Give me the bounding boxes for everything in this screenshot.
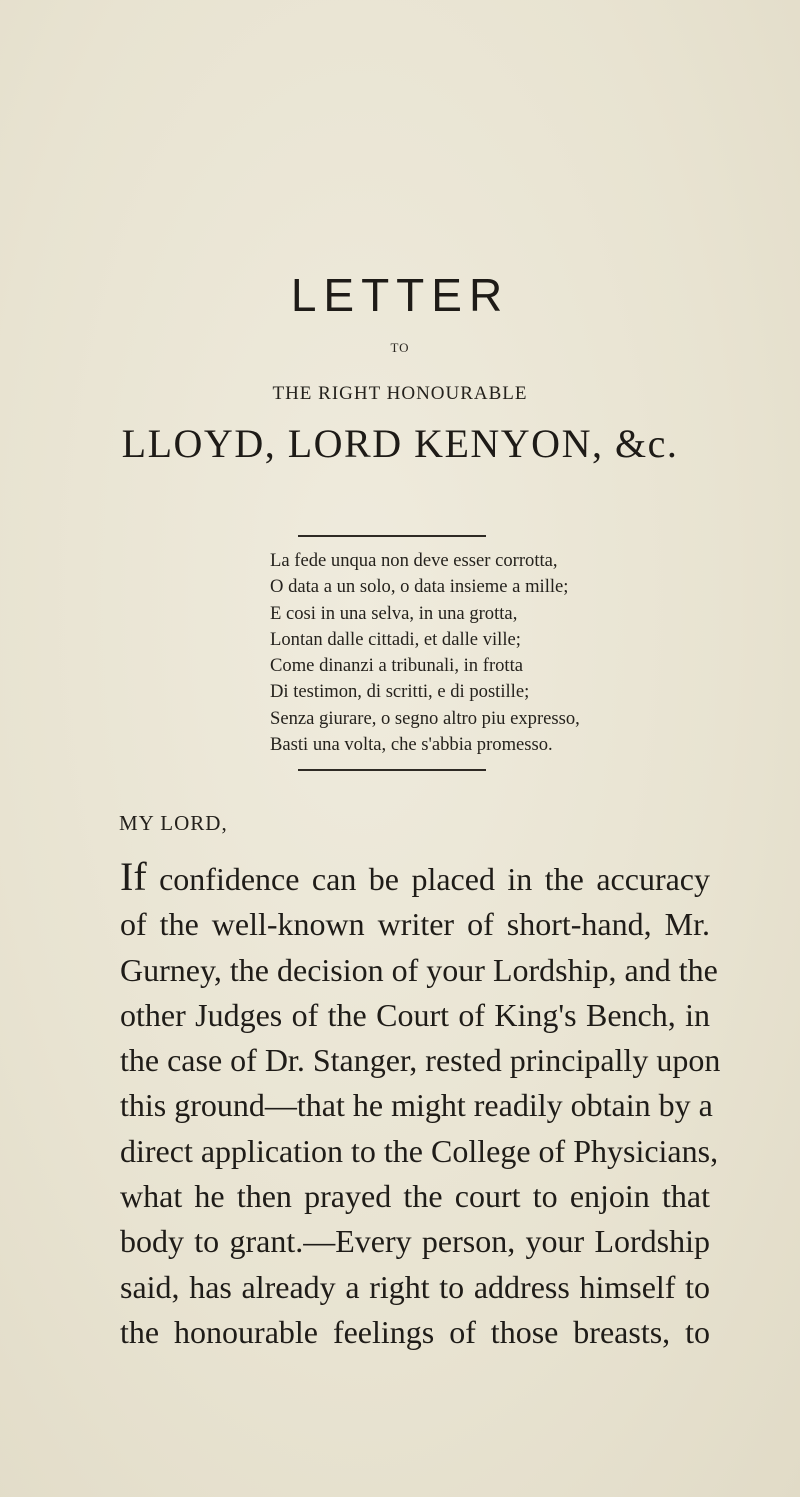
body-line: this ground—that he might readily obtain by a	[120, 1087, 713, 1124]
body-line: other Judges of the Court of King's Bench, in	[120, 996, 710, 1033]
epigraph	[270, 548, 730, 758]
epigraph-line: Senza giurare, o segno altro piu expresso,	[270, 707, 580, 729]
epigraph-line: Come dinanzi a tribunali, in frotta	[270, 655, 524, 677]
body-line: Gurney, the decision of your Lordship, and the	[120, 951, 718, 988]
addressee-name: LLOYD, LORD KENYON, &c.	[121, 421, 679, 466]
epigraph-line: Basti una volta, che s'abbia promesso.	[270, 734, 553, 756]
epigraph-rule-bottom	[298, 769, 486, 771]
body-line: direct application to the College of Physicians,	[120, 1132, 719, 1169]
page-title: LETTER	[290, 269, 510, 321]
body-line-rest: confidence can be placed in the accuracy	[146, 861, 710, 897]
body-line	[120, 854, 710, 902]
epigraph-rule-top	[298, 535, 486, 537]
body-line: said, has already a right to address himself to	[120, 1268, 710, 1305]
body-line: of the well-known writer of short-hand, Mr.	[120, 906, 710, 943]
salutation: MY LORD,	[119, 811, 228, 835]
epigraph-line: O data a un solo, o data insieme a mille;	[270, 576, 569, 598]
body-line: the honourable feelings of those breasts, to	[120, 1313, 710, 1350]
addressee-title: THE RIGHT HONOURABLE	[272, 383, 528, 404]
body-line: body to grant.—Every person, your Lordship	[120, 1223, 710, 1260]
epigraph-line: Lontan dalle cittadi, et dalle ville;	[270, 628, 521, 650]
epigraph-line: E cosi in una selva, in una grotta,	[270, 602, 518, 624]
epigraph-line: La fede unqua non deve esser corrotta,	[270, 550, 558, 571]
title-to: TO	[390, 340, 410, 355]
letter-body	[120, 854, 721, 1355]
body-line: the case of Dr. Stanger, rested principally upon	[120, 1042, 721, 1079]
epigraph-line: Di testimon, di scritti, e di postille;	[270, 681, 530, 703]
body-first-word: If	[120, 854, 147, 899]
body-line: what he then prayed the court to enjoin that	[120, 1178, 710, 1215]
